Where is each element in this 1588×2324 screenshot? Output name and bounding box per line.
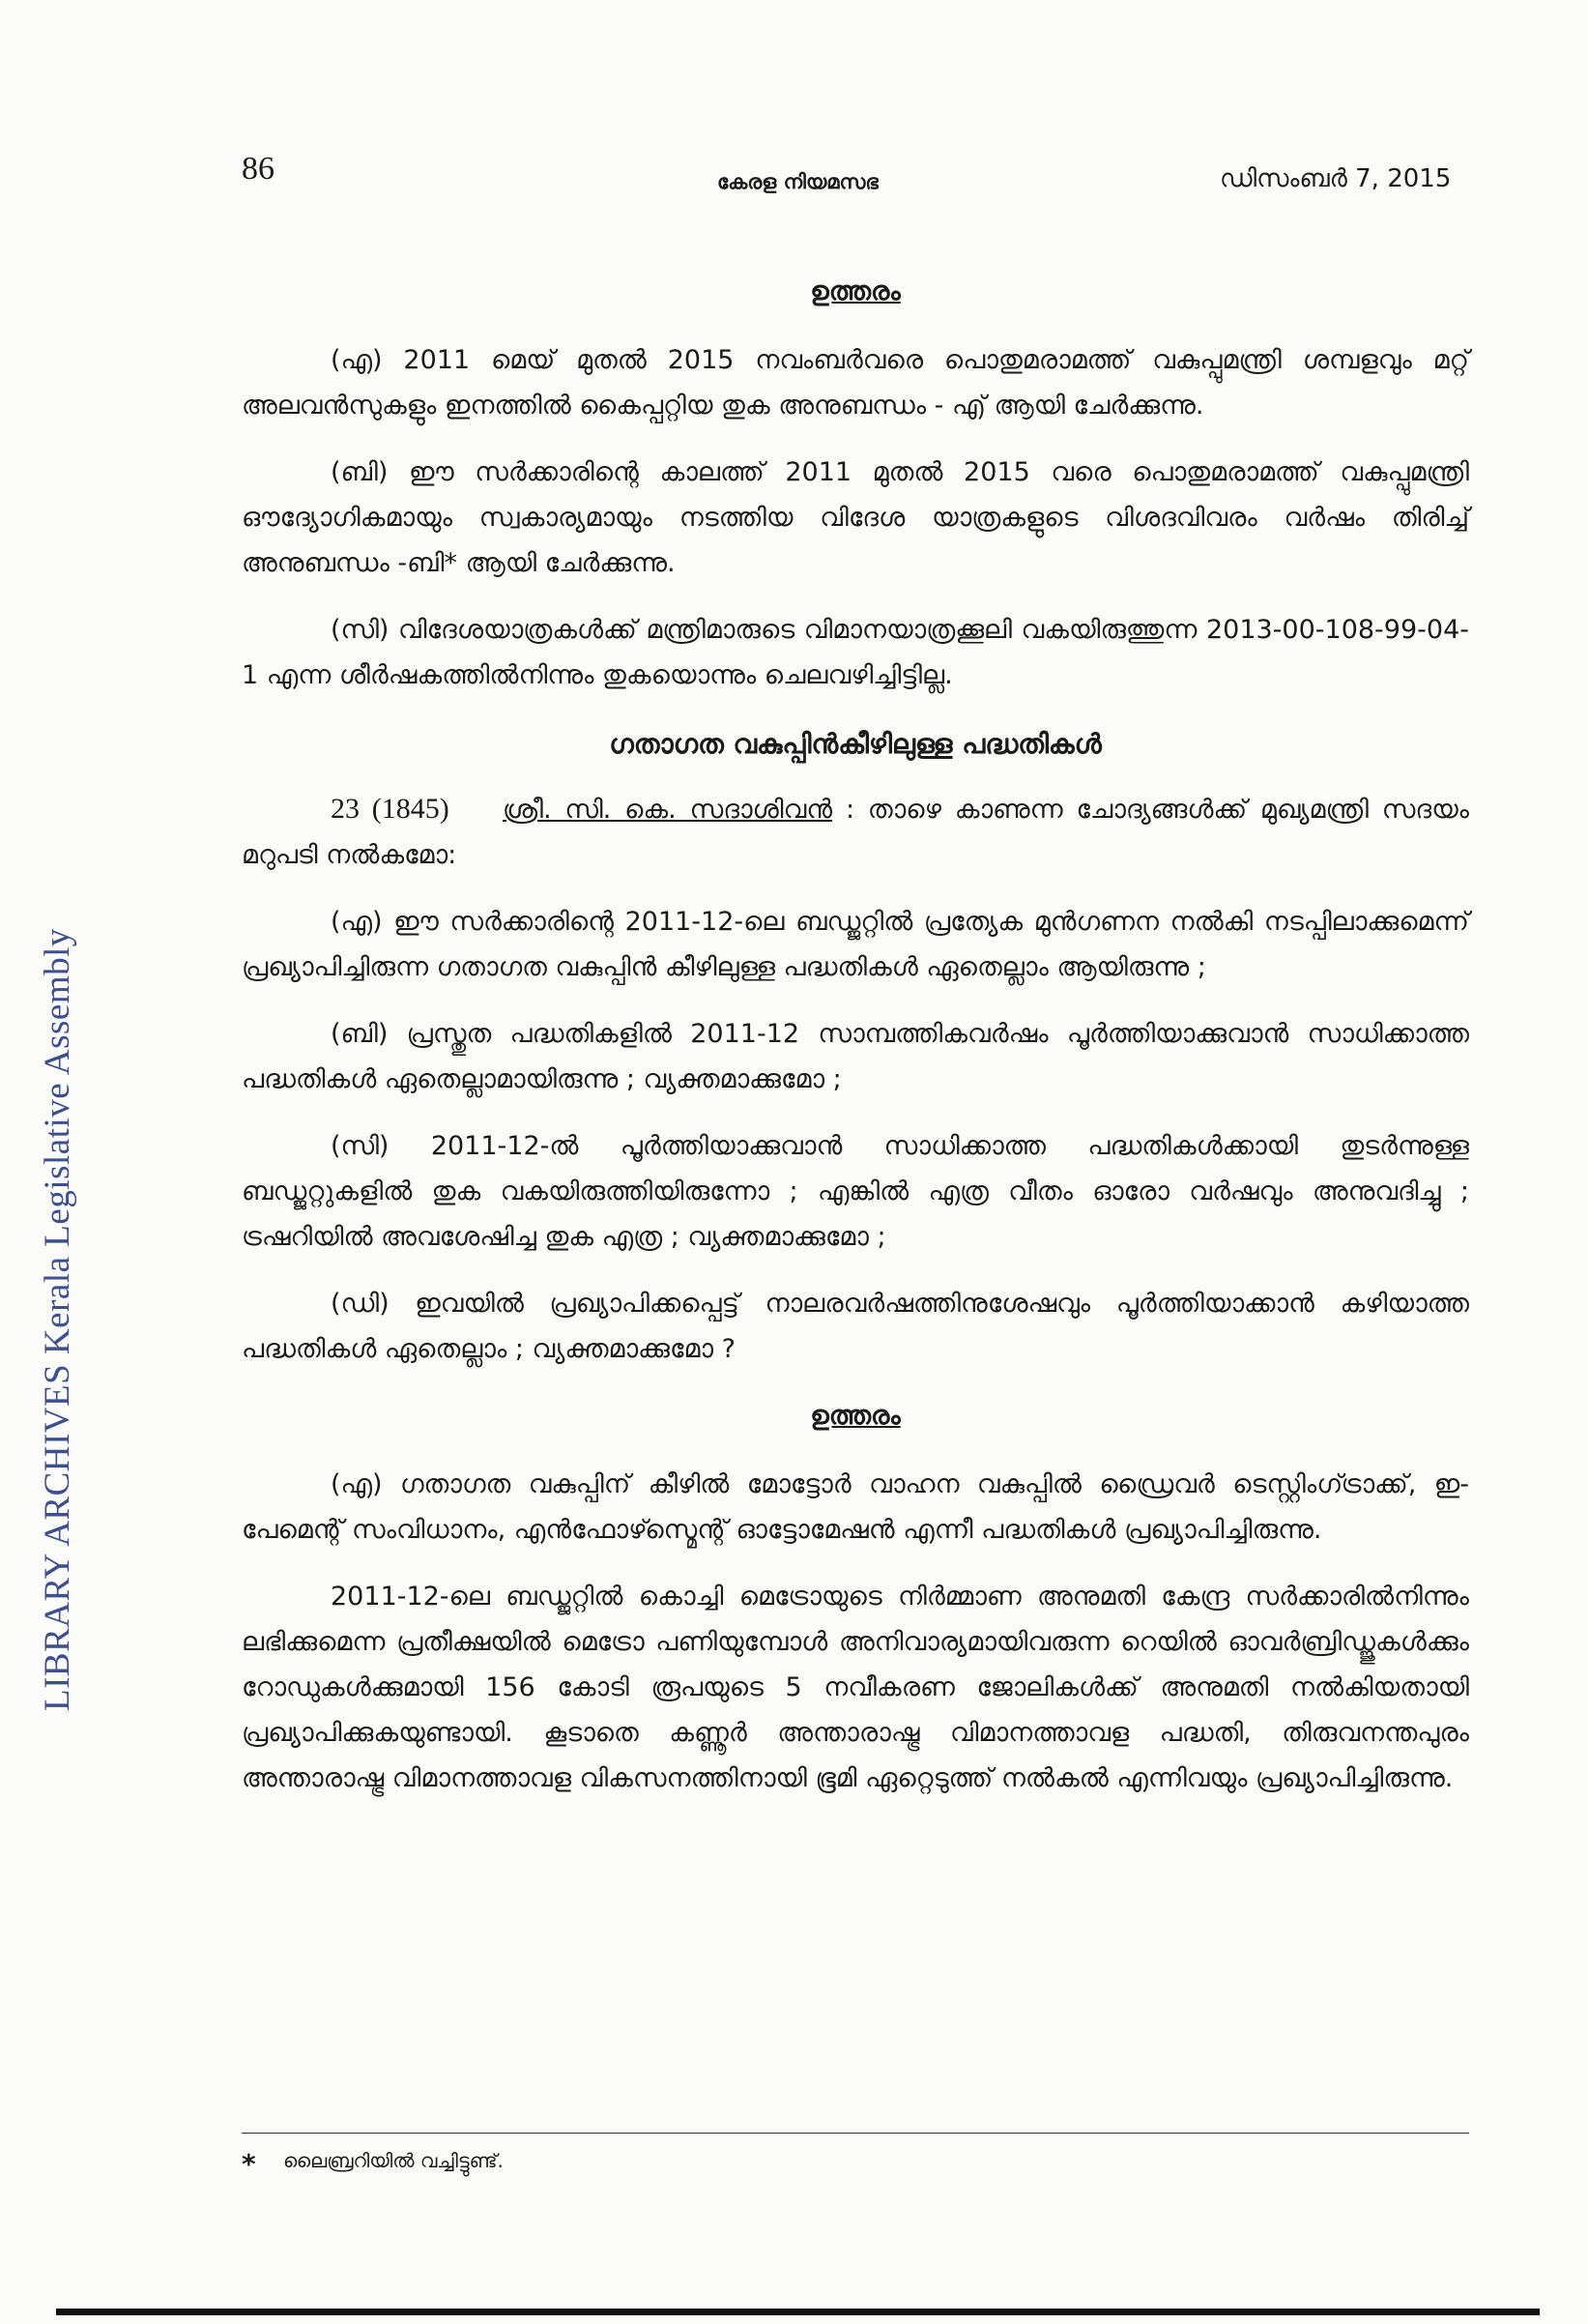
footnote-text: ലൈബ്രറിയിൽ വച്ചിട്ടുണ്ട്. (283, 2149, 504, 2172)
section-heading: ഗതാഗത വകുപ്പിൻകീഴിലുള്ള പദ്ധതികൾ (609, 728, 1102, 760)
page-number: 86 (242, 151, 274, 187)
question-part-b: (ബി) പ്രസ്തുത പദ്ധതികളിൽ 2011-12 സാമ്പത്തികവർഷം പൂർത്തിയാക്കുവാൻ സാധിക്കാത്ത പദ്ധതികൾ ഏതെല്ലാമായിരുന്നു ; വ്യക്തമാക്കുമോ ; (242, 1019, 1469, 1094)
footnote (242, 2148, 504, 2180)
scan-bottom-bar (56, 2309, 1540, 2315)
question-part-c: (സി) 2011-12-ൽ പൂർത്തിയാക്കുവാൻ സാധിക്കാത്ത പദ്ധതികൾക്കായി തുടർന്നുള്ള ബഡ്ജറ്റുകളിൽ തുക വകയിരുത്തിയിരുന്നോ ; എങ്കിൽ എത്ര വീതം ഓരോ വർഷവും അനുവദിച്ചു ; ട്രഷറിയിൽ അവശേഷിച്ച തുക എത്ര ; വ്യക്തമാക്കുമോ ; (242, 1131, 1469, 1252)
answer-heading: ഉത്തരം (810, 276, 901, 306)
question-intro (242, 786, 1469, 878)
question-number: 23 (1845) (331, 793, 449, 825)
running-title: കേരള നിയമസഭ (717, 170, 879, 193)
question-part-d: (ഡി) ഇവയിൽ പ്രഖ്യാപിക്കപ്പെട്ട് നാലരവർഷത്തിനുശേഷവും പൂർത്തിയാക്കാൻ കഴിയാത്ത പദ്ധതികൾ ഏതെല്ലാം ; വ്യക്തമാക്കുമോ ? (242, 1289, 1469, 1364)
answer2-paragraph-2: 2011-12-ലെ ബഡ്ജറ്റിൽ കൊച്ചി മെട്രോയുടെ നിർമ്മാണ അനുമതി കേന്ദ്ര സർക്കാരിൽനിന്നും ലഭിക്കുമെന്ന പ്രതീക്ഷയിൽ മെട്രോ പണിയുമ്പോൾ അനിവാര്യമായിവരുന്ന റെയിൽ ഓവർബ്രിഡ്ജുകൾക്കും റോഡുകൾക്കുമായി 156 കോടി രൂപയുടെ 5 നവീകരണ ജോലികൾക്ക് അനുമതി നൽകിയതായി പ്രഖ്യാപിക്കുകയുണ്ടായി. കൂടാതെ കണ്ണൂർ അന്താരാഷ്ട്ര വിമാനത്താവള പദ്ധതി, തിരുവനന്തപുരം അന്താരാഷ്ട്ര വിമാനത്താവള വികസനത്തിനായി ഭൂമി ഏറ്റെടുത്ത് നൽകൽ എന്നിവയും പ്രഖ്യാപിച്ചിരുന്നു. (242, 1582, 1469, 1793)
footnote-divider (242, 2133, 1469, 2134)
running-date: ഡിസംബർ 7, 2015 (1220, 164, 1452, 193)
question-part-a: (എ) ഈ സർക്കാരിന്റെ 2011-12-ലെ ബഡ്ജറ്റിൽ പ്രത്യേക മുൻഗണന നൽകി നടപ്പിലാക്കുമെന്ന് പ്രഖ്യാപിച്ചിരുന്ന ഗതാഗത വകുപ്പിൻ കീഴിലുള്ള പദ്ധതികൾ ഏതെല്ലാം ആയിരുന്നു ; (242, 907, 1469, 982)
answer-paragraph-b: (ബി) ഈ സർക്കാരിന്റെ കാലത്ത് 2011 മുതൽ 2015 വരെ പൊതുമരാമത്ത് വകുപ്പുമന്ത്രി ഔദ്യോഗികമായും സ്വകാര്യമായും നടത്തിയ വിദേശ യാത്രകളുടെ വിശദവിവരം വർഷം തിരിച്ച് അനുബന്ധം -ബി* ആയി ചേർക്കുന്നു. (242, 457, 1469, 578)
answer-paragraph-a: (എ) 2011 മെയ് മുതൽ 2015 നവംബർവരെ പൊതുമരാമത്ത് വകുപ്പുമന്ത്രി ശമ്പളവും മറ്റ് അലവൻസുകളും ഇനത്തിൽ കൈപ്പറ്റിയ തുക അനുബന്ധം - എ് ആയി ചേർക്കുന്നു. (242, 345, 1469, 421)
answer2-paragraph-a: (എ) ഗതാഗത വകുപ്പിന് കീഴിൽ മോട്ടോർ വാഹന വകുപ്പിൽ ഡ്രൈവർ ടെസ്റ്റിംഗ്ട്രാക്ക്, ഇ-പേമെന്റ് സംവിധാനം, എൻഫോഴ്സ്മെന്റ് ഓട്ടോമേഷൻ എന്നീ പദ്ധതികൾ പ്രഖ്യാപിച്ചിരുന്നു. (242, 1469, 1469, 1545)
archive-watermark: LIBRARY ARCHIVES Kerala Legislative Assembly (38, 928, 77, 1711)
answer2-heading: ഉത്തരം (810, 1401, 901, 1431)
question-intro-text: : താഴെ കാണുന്ന ചോദ്യങ്ങൾക്ക് മുഖ്യമന്ത്രി സദയം മറുപടി നൽകമോ: (242, 795, 1469, 870)
footnote-marker: * (242, 2148, 256, 2180)
answer-paragraph-c: (സി) വിദേശയാത്രകൾക്ക് മന്ത്രിമാരുടെ വിമാനയാത്രക്കൂലി വകയിരുത്തുന്ന 2013-00-108-99-04-1 എന്ന ശീർഷകത്തിൽനിന്നും തുകയൊന്നും ചെലവഴിച്ചിട്ടില്ല. (242, 615, 1469, 690)
question-member: ശ്രീ. സി. കെ. സദാശിവൻ (503, 795, 833, 825)
page-body (242, 269, 1469, 1822)
